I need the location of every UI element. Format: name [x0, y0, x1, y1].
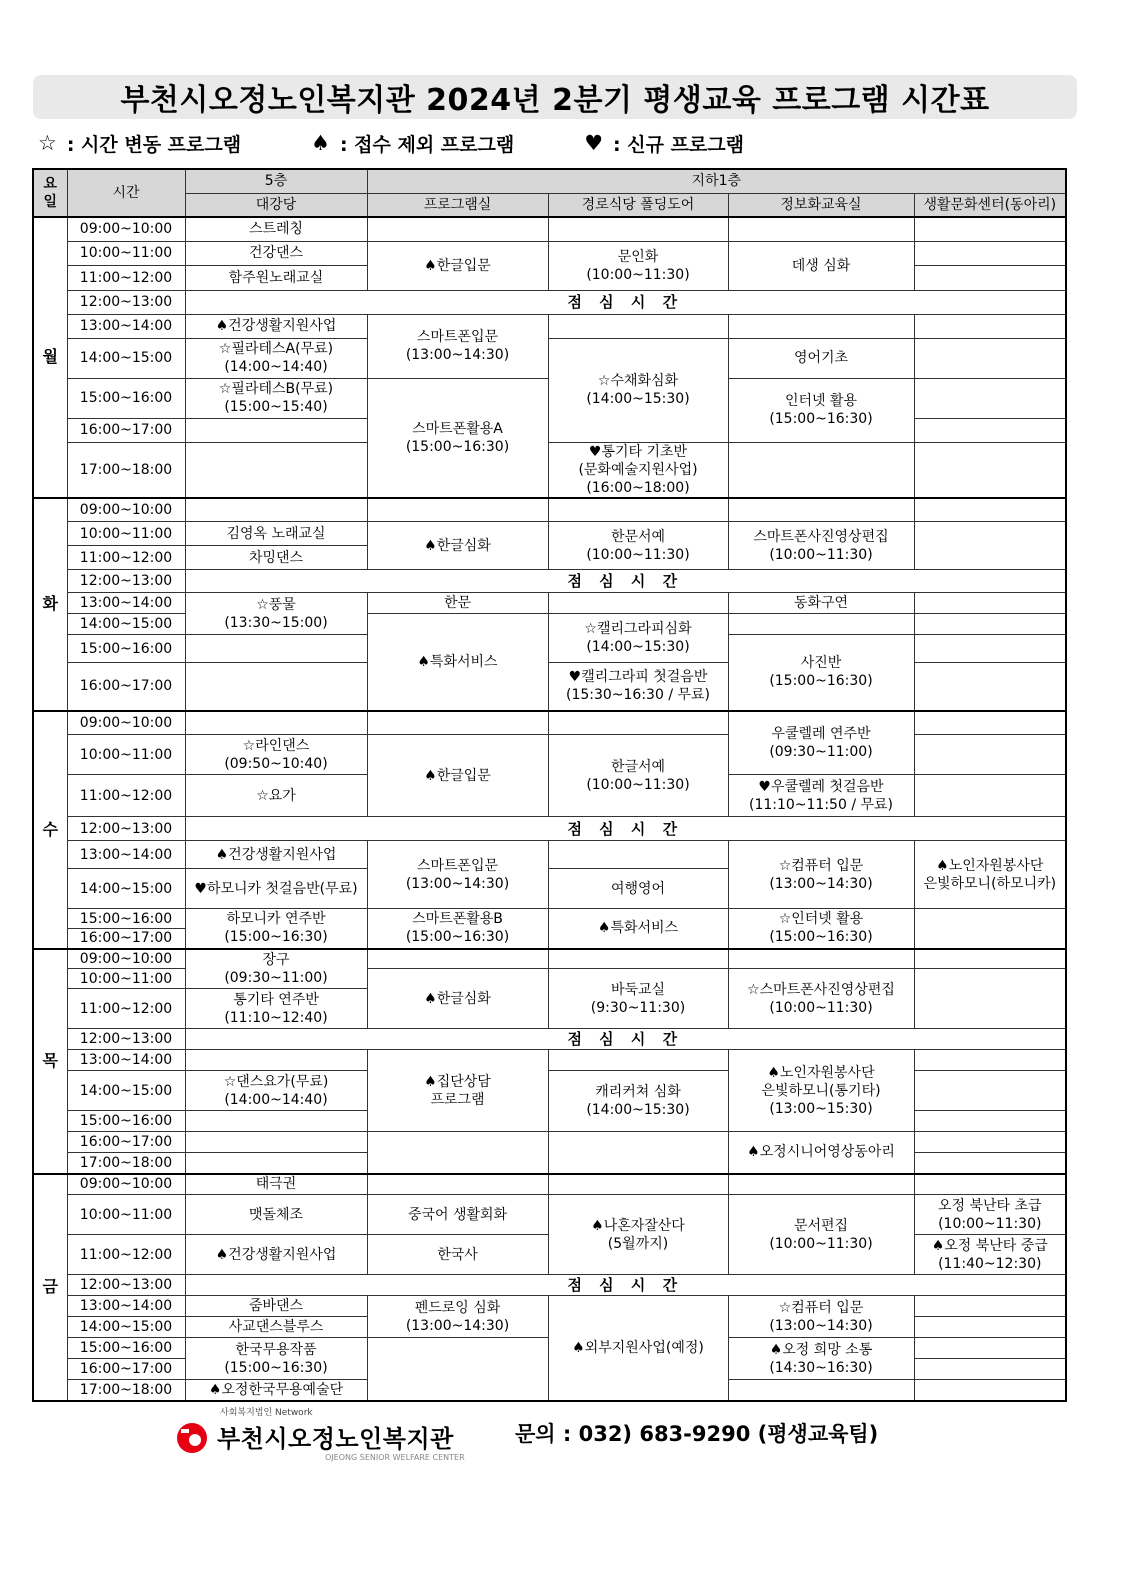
program-cell: ♥통기타 기초반 (문화예술지원사업) (16:00~18:00): [548, 442, 728, 498]
program-cell: 사교댄스블루스: [185, 1317, 367, 1338]
program-cell: ♠특화서비스: [367, 614, 548, 711]
program-cell: 스트레칭: [185, 217, 367, 241]
program-cell: 줌바댄스: [185, 1296, 367, 1317]
legend-item-time-change: [38, 130, 241, 157]
time-slot: 15:00~16:00: [67, 635, 185, 663]
program-cell: ♠외부지원사업(예정): [548, 1296, 728, 1401]
program-cell: ☆풍물 (13:30~15:00): [185, 593, 367, 635]
empty-cell: [914, 969, 1066, 1029]
time-slot: 14:00~15:00: [67, 614, 185, 635]
time-slot: 10:00~11:00: [67, 241, 185, 265]
time-slot: 16:00~17:00: [67, 929, 185, 949]
lunch-row: 점 심 시 간: [185, 1029, 1066, 1050]
empty-cell: [185, 1050, 367, 1071]
program-cell: 한글서예 (10:00~11:30): [548, 735, 728, 817]
empty-cell: [185, 1153, 367, 1174]
empty-cell: [914, 949, 1066, 969]
empty-cell: [914, 1153, 1066, 1174]
program-cell: ♠노인자원봉사단 은빛하모니(통기타) (13:00~15:30): [728, 1050, 914, 1132]
empty-cell: [185, 498, 367, 522]
time-slot: 10:00~11:00: [67, 735, 185, 775]
page-title: 부천시오정노인복지관 2024년 2분기 평생교육 프로그램 시간표: [33, 75, 1077, 119]
time-slot: 09:00~10:00: [67, 217, 185, 241]
time-slot: 11:00~12:00: [67, 775, 185, 817]
program-cell: 스마트폰활용B (15:00~16:30): [367, 909, 548, 949]
empty-cell: [914, 1380, 1066, 1401]
empty-cell: [914, 593, 1066, 614]
header-room-it: 정보화교육실: [728, 193, 914, 217]
empty-cell: [185, 711, 367, 735]
org-network-label: 사회복지법인 Network: [220, 1408, 313, 1418]
empty-cell: [548, 217, 728, 241]
program-cell: 통기타 연주반 (11:10~12:40): [185, 989, 367, 1029]
empty-cell: [914, 1174, 1066, 1195]
day-friday: 금: [33, 1174, 67, 1401]
org-logo-icon: [175, 1421, 209, 1455]
program-cell: ♠한글입문: [367, 241, 548, 290]
empty-cell: [185, 635, 367, 663]
program-cell: 사진반 (15:00~16:30): [728, 635, 914, 711]
day-thursday: 목: [33, 949, 67, 1174]
program-cell: 김영옥 노래교실: [185, 522, 367, 546]
header-room-dining: 경로식당 폴딩도어: [548, 193, 728, 217]
empty-cell: [367, 949, 548, 969]
time-slot: 13:00~14:00: [67, 1296, 185, 1317]
time-slot: 14:00~15:00: [67, 869, 185, 909]
program-cell: ♠집단상담 프로그램: [367, 1050, 548, 1132]
program-cell: 동화구연: [728, 593, 914, 614]
program-cell: 태극권: [185, 1174, 367, 1195]
empty-cell: [548, 314, 728, 338]
time-slot: 14:00~15:00: [67, 1071, 185, 1111]
empty-cell: [914, 1359, 1066, 1380]
empty-cell: [914, 614, 1066, 635]
program-cell: ☆필라테스B(무료) (15:00~15:40): [185, 378, 367, 418]
empty-cell: [185, 1132, 367, 1153]
header-room-auditorium: 대강당: [185, 193, 367, 217]
empty-cell: [914, 663, 1066, 711]
time-slot: 14:00~15:00: [67, 338, 185, 378]
program-cell: 차밍댄스: [185, 546, 367, 570]
empty-cell: [914, 378, 1066, 418]
empty-cell: [367, 498, 548, 522]
empty-cell: [914, 418, 1066, 442]
program-cell: ♠건강생활지원사업: [185, 1235, 367, 1275]
program-cell: 우쿨렐레 연주반 (09:30~11:00): [728, 711, 914, 775]
time-slot: 12:00~13:00: [67, 570, 185, 593]
program-cell: ☆댄스요가(무료) (14:00~14:40): [185, 1071, 367, 1111]
time-slot: 16:00~17:00: [67, 663, 185, 711]
legend-label: : 신규 프로그램: [613, 133, 744, 156]
empty-cell: [185, 418, 367, 442]
empty-cell: [728, 949, 914, 969]
empty-cell: [548, 593, 728, 614]
time-slot: 11:00~12:00: [67, 265, 185, 290]
time-slot: 12:00~13:00: [67, 817, 185, 841]
empty-cell: [367, 1338, 548, 1401]
program-cell: 스마트폰사진영상편집 (10:00~11:30): [728, 522, 914, 570]
legend-label: : 접수 제외 프로그램: [339, 133, 515, 156]
program-cell: 한국사: [367, 1235, 548, 1275]
empty-cell: [914, 338, 1066, 378]
time-slot: 12:00~13:00: [67, 1275, 185, 1296]
empty-cell: [728, 498, 914, 522]
empty-cell: [367, 1132, 548, 1174]
empty-cell: [367, 217, 548, 241]
program-cell: 하모니카 연주반 (15:00~16:30): [185, 909, 367, 949]
legend: [38, 128, 814, 158]
contact-info: 문의 : 032) 683-9290 (평생교육팀): [515, 1422, 879, 1446]
time-slot: 09:00~10:00: [67, 949, 185, 969]
program-cell: ♠오정시니어영상동아리: [728, 1132, 914, 1174]
program-cell: ☆수채화심화 (14:00~15:30): [548, 338, 728, 442]
time-slot: 13:00~14:00: [67, 841, 185, 869]
time-slot: 10:00~11:00: [67, 969, 185, 989]
empty-cell: [914, 735, 1066, 775]
program-cell: 문서편집 (10:00~11:30): [728, 1195, 914, 1275]
program-cell: ☆요가: [185, 775, 367, 817]
program-cell: 한문서예 (10:00~11:30): [548, 522, 728, 570]
program-cell: 맷돌체조: [185, 1195, 367, 1235]
time-slot: 16:00~17:00: [67, 1359, 185, 1380]
program-cell: 장구 (09:30~11:00): [185, 949, 367, 989]
time-slot: 13:00~14:00: [67, 1050, 185, 1071]
empty-cell: [728, 442, 914, 498]
day-tuesday: 화: [33, 498, 67, 711]
time-slot: 15:00~16:00: [67, 1111, 185, 1132]
lunch-row: 점 심 시 간: [185, 817, 1066, 841]
time-slot: 16:00~17:00: [67, 1132, 185, 1153]
header-basement1: 지하1층: [367, 169, 1066, 193]
empty-cell: [185, 442, 367, 498]
time-slot: 10:00~11:00: [67, 522, 185, 546]
legend-item-excluded: [311, 130, 514, 157]
program-cell: ♥캘리그라피 첫걸음반 (15:30~16:30 / 무료): [548, 663, 728, 711]
empty-cell: [548, 1050, 728, 1071]
program-cell: 영어기초: [728, 338, 914, 378]
time-slot: 16:00~17:00: [67, 418, 185, 442]
program-cell: 스마트폰활용A (15:00~16:30): [367, 378, 548, 498]
program-cell: ☆캘리그라피심화 (14:00~15:30): [548, 614, 728, 663]
program-cell: ☆컴퓨터 입문 (13:00~14:30): [728, 1296, 914, 1338]
empty-cell: [548, 841, 728, 869]
org-english-name: OJEONG SENIOR WELFARE CENTER: [325, 1453, 465, 1462]
program-cell: ☆컴퓨터 입문 (13:00~14:30): [728, 841, 914, 909]
program-cell: ♠오정 북난타 중급 (11:40~12:30): [914, 1235, 1066, 1275]
program-cell: 데생 심화: [728, 241, 914, 290]
program-cell: 여행영어: [548, 869, 728, 909]
empty-cell: [914, 1317, 1066, 1338]
program-cell: ☆스마트폰사진영상편집 (10:00~11:30): [728, 969, 914, 1029]
time-slot: 12:00~13:00: [67, 1029, 185, 1050]
empty-cell: [367, 1174, 548, 1195]
legend-item-new: [584, 130, 744, 157]
org-logo: [175, 1405, 495, 1465]
program-cell: ♠오정한국무용예술단: [185, 1380, 367, 1401]
empty-cell: [728, 314, 914, 338]
program-cell: 중국어 생활회화: [367, 1195, 548, 1235]
empty-cell: [914, 1132, 1066, 1153]
empty-cell: [728, 1380, 914, 1401]
empty-cell: [367, 711, 548, 735]
empty-cell: [914, 241, 1066, 265]
time-slot: 17:00~18:00: [67, 1153, 185, 1174]
empty-cell: [185, 1111, 367, 1132]
program-cell: ♠특화서비스: [548, 909, 728, 949]
time-slot: 15:00~16:00: [67, 1338, 185, 1359]
empty-cell: [914, 1338, 1066, 1359]
time-slot: 17:00~18:00: [67, 442, 185, 498]
time-slot: 10:00~11:00: [67, 1195, 185, 1235]
empty-cell: [728, 217, 914, 241]
header-floor5: 5층: [185, 169, 367, 193]
empty-cell: [914, 442, 1066, 498]
program-cell: ☆필라테스A(무료) (14:00~14:40): [185, 338, 367, 378]
empty-cell: [914, 909, 1066, 949]
empty-cell: [914, 314, 1066, 338]
header-time: 시간: [67, 169, 185, 217]
time-slot: 14:00~15:00: [67, 1317, 185, 1338]
spade-icon: ♠: [311, 131, 330, 155]
program-cell: ♠나혼자잘산다 (5월까지): [548, 1195, 728, 1275]
time-slot: 15:00~16:00: [67, 909, 185, 929]
empty-cell: [914, 217, 1066, 241]
empty-cell: [914, 775, 1066, 817]
program-cell: 오정 북난타 초급 (10:00~11:30): [914, 1195, 1066, 1235]
header-day: 요 일: [33, 169, 67, 217]
time-slot: 13:00~14:00: [67, 593, 185, 614]
empty-cell: [914, 1296, 1066, 1317]
time-slot: 11:00~12:00: [67, 546, 185, 570]
time-slot: 09:00~10:00: [67, 1174, 185, 1195]
header-room-program: 프로그램실: [367, 193, 548, 217]
empty-cell: [914, 1050, 1066, 1071]
program-cell: ♠건강생활지원사업: [185, 841, 367, 869]
lunch-row: 점 심 시 간: [185, 290, 1066, 314]
program-cell: 건강댄스: [185, 241, 367, 265]
empty-cell: [728, 1174, 914, 1195]
program-cell: 함주원노래교실: [185, 265, 367, 290]
lunch-row: 점 심 시 간: [185, 1275, 1066, 1296]
time-slot: 17:00~18:00: [67, 1380, 185, 1401]
program-cell: ♥하모니카 첫걸음반(무료): [185, 869, 367, 909]
program-cell: 펜드로잉 심화 (13:00~14:30): [367, 1296, 548, 1338]
day-wednesday: 수: [33, 711, 67, 949]
empty-cell: [914, 635, 1066, 663]
program-cell: 스마트폰입문 (13:00~14:30): [367, 841, 548, 909]
empty-cell: [548, 498, 728, 522]
program-cell: ♠오정 희망 소통 (14:30~16:30): [728, 1338, 914, 1380]
empty-cell: [185, 663, 367, 711]
empty-cell: [914, 1111, 1066, 1132]
time-slot: 11:00~12:00: [67, 1235, 185, 1275]
org-name: 부천시오정노인복지관: [217, 1425, 454, 1453]
program-cell: 한문: [367, 593, 548, 614]
program-cell: 캐리커쳐 심화 (14:00~15:30): [548, 1071, 728, 1132]
empty-cell: [548, 1174, 728, 1195]
empty-cell: [914, 498, 1066, 522]
time-slot: 15:00~16:00: [67, 378, 185, 418]
legend-label: : 시간 변동 프로그램: [66, 133, 242, 156]
star-icon: ☆: [38, 131, 57, 155]
program-cell: ☆인터넷 활용 (15:00~16:30): [728, 909, 914, 949]
time-slot: 13:00~14:00: [67, 314, 185, 338]
program-cell: ♠한글입문: [367, 735, 548, 817]
time-slot: 11:00~12:00: [67, 989, 185, 1029]
header-room-culture: 생활문화센터(동아리): [914, 193, 1066, 217]
empty-cell: [728, 614, 914, 635]
program-cell: ♠한글심화: [367, 522, 548, 570]
program-cell: 바둑교실 (9:30~11:30): [548, 969, 728, 1029]
program-cell: 한국무용작품 (15:00~16:30): [185, 1338, 367, 1380]
empty-cell: [914, 522, 1066, 570]
program-cell: ☆라인댄스 (09:50~10:40): [185, 735, 367, 775]
program-cell: ♠한글심화: [367, 969, 548, 1029]
empty-cell: [914, 265, 1066, 290]
schedule-table: [32, 168, 1067, 1402]
program-cell: ♠노인자원봉사단 은빛하모니(하모니카): [914, 841, 1066, 909]
empty-cell: [914, 711, 1066, 735]
time-slot: 09:00~10:00: [67, 711, 185, 735]
program-cell: 인터넷 활용 (15:00~16:30): [728, 378, 914, 442]
empty-cell: [914, 1071, 1066, 1111]
empty-cell: [548, 1132, 728, 1174]
program-cell: ♠건강생활지원사업: [185, 314, 367, 338]
program-cell: 스마트폰입문 (13:00~14:30): [367, 314, 548, 378]
empty-cell: [548, 711, 728, 735]
heart-icon: ♥: [584, 131, 604, 155]
time-slot: 12:00~13:00: [67, 290, 185, 314]
empty-cell: [548, 949, 728, 969]
program-cell: ♥우쿨렐레 첫걸음반 (11:10~11:50 / 무료): [728, 775, 914, 817]
day-monday: 월: [33, 217, 67, 498]
time-slot: 09:00~10:00: [67, 498, 185, 522]
program-cell: 문인화 (10:00~11:30): [548, 241, 728, 290]
lunch-row: 점 심 시 간: [185, 570, 1066, 593]
